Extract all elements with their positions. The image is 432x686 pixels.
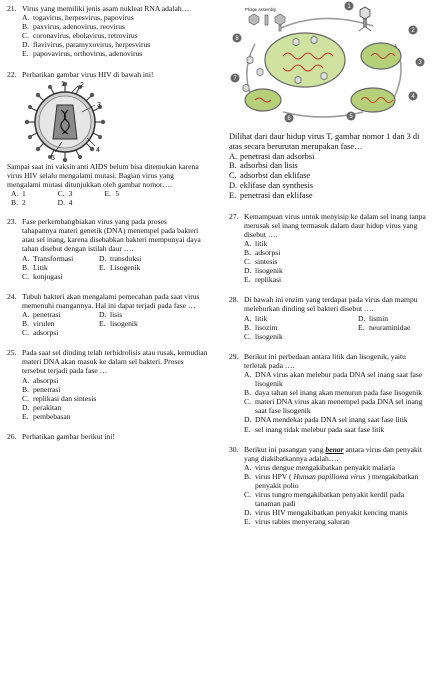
option-e[interactable]: E. penetrasi dan eklifase — [229, 190, 313, 200]
label-5: 5 — [51, 154, 55, 162]
question-number: 22. — [7, 69, 17, 79]
option-d[interactable]: D. lisogenik — [244, 266, 283, 276]
phage-cycle-diagram — [223, 0, 428, 124]
option-b[interactable]: B. penetrasi — [22, 384, 61, 394]
option-e[interactable]: E. lisogenik — [99, 319, 138, 329]
option-b[interactable]: B. adsorbsi dan lisis — [229, 161, 298, 171]
label-3: 3 — [418, 60, 422, 67]
question-text: Perhatikan gambar berikut ini! — [22, 432, 115, 441]
question-text: Tubuh bakteri akan mengalami pemecahan pada saat virus memenuhi ruangannya. Hal ini dapat terjadi pada fase … — [22, 291, 200, 310]
question-21 — [7, 4, 217, 59]
label-4: 4 — [411, 94, 415, 101]
label-1: 1 — [347, 4, 351, 11]
option-b[interactable]: B. 2 — [11, 198, 26, 208]
label-3: 3 — [97, 101, 101, 109]
label-2: 2 — [411, 28, 415, 35]
question-30 — [229, 445, 427, 527]
option-b[interactable]: B. Litik — [22, 262, 48, 272]
option-c[interactable]: C. replikasi dan sintesis — [22, 393, 97, 403]
option-c[interactable]: C. konjugasi — [22, 271, 63, 281]
question-text: Berikut ini pasangan yang benar antara virus dan penyakit yang diakibatkannya adalah…. — [244, 444, 423, 463]
option-d[interactable]: D. flavivirus, paramyxovirus, herpesvirus — [22, 40, 151, 50]
option-d[interactable]: D. perakitan — [22, 402, 62, 412]
question-number: 28. — [229, 295, 239, 305]
question-number: 30. — [229, 444, 239, 454]
question-number: 29. — [229, 351, 239, 361]
emphasis-benar: benar — [325, 444, 344, 454]
option-c[interactable]: C. adsorbsi dan eklifase — [229, 171, 311, 181]
option-c[interactable]: C. 3 — [57, 188, 73, 198]
question-29 — [229, 352, 427, 434]
option-b[interactable]: B. virus HPV ( Human papilloma virus ) mengakibatkan penyakit polio — [244, 471, 419, 491]
option-a[interactable]: A. Transformasi — [22, 253, 74, 263]
option-b[interactable]: B. virulen — [22, 319, 55, 329]
left-column — [7, 4, 217, 441]
question-number: 26. — [7, 432, 17, 441]
question-27 — [229, 212, 427, 285]
option-a[interactable]: A. litik — [244, 238, 268, 248]
option-e[interactable]: E. sel inang tidak melebur pada saat fase litik — [244, 424, 385, 434]
question-24 — [7, 292, 217, 337]
question-number: 25. — [7, 348, 17, 358]
question-body: Sampai saat ini vaksin anti AIDS belum bisa ditemukan karena virus HIV selalu mengalami mutasi. Bagian virus yang mengalami mutasi ditunjukkan oleh gambar nomor…. — [7, 161, 199, 189]
question-28 — [229, 295, 427, 340]
label-8: 8 — [235, 36, 239, 43]
figure-title: Phage assembly — [245, 7, 276, 12]
option-e[interactable]: E. papovavirus, orthovirus, adenovirus — [22, 49, 143, 59]
option-a[interactable]: A. virus dengue mengakibatkan penyakit malaria — [244, 462, 396, 472]
label-2: 2 — [80, 81, 84, 89]
option-c[interactable]: C. adsorpsi — [22, 328, 59, 338]
question-body: Dilihat dari daur hidup virus T, gambar nomor 1 dan 3 di atas secara berurutan merupakan fase… — [229, 132, 420, 151]
question-text: Perhatikan gambar virus HIV di bawah ini! — [22, 69, 154, 79]
question-text: Virus yang memiliki jenis asam nukleat RNA adalah… — [22, 4, 190, 13]
label-7: 7 — [233, 76, 237, 83]
option-d[interactable]: D. lisis — [99, 309, 123, 319]
option-a[interactable]: A. 1 — [11, 188, 26, 198]
option-a[interactable]: A. togavirus, herpesvirus, papovirus — [22, 13, 134, 23]
option-d[interactable]: D. DNA mendekat pada DNA sel inang saat fase litik — [244, 415, 408, 425]
option-c[interactable]: C. sintesis — [244, 257, 278, 267]
label-5: 5 — [349, 114, 353, 121]
question-22 — [7, 70, 217, 208]
label-6: 6 — [287, 116, 291, 123]
option-d[interactable]: D. virus HIV mengakibatkan penyakit kencing manis — [244, 508, 408, 518]
label-4: 4 — [96, 146, 100, 154]
option-a[interactable]: A. DNA virus akan melebur pada DNA sel inang saat fase lisogenik — [244, 369, 423, 389]
question-number: 23. — [7, 217, 17, 227]
question-text: Pada saat sel dinding telah terhidrolisis atau rusak, kemudian materi DNA akan masuk ke dalam sel bakteri. Proses tersebut terjadi pada fase … — [22, 348, 208, 376]
hiv-virus-figure — [7, 80, 217, 162]
option-b[interactable]: B. paxvirus, adenovirus, reovirus — [22, 22, 125, 32]
option-a[interactable]: A. penetrasi dan adsorbsi — [229, 151, 315, 161]
option-c[interactable]: C. virus tungro mengakibatkan penyakit kerdil pada tanaman padi — [244, 490, 405, 509]
question-25 — [7, 348, 217, 421]
question-number: 24. — [7, 291, 17, 301]
option-a[interactable]: A. penetrasi — [22, 309, 61, 319]
option-e[interactable]: E. 5 — [104, 188, 120, 198]
option-c[interactable]: C. materi DNA virus akan menempel pada DNA sel inang saat fase lisogenik — [244, 397, 423, 416]
right-column — [229, 0, 427, 526]
question-23 — [7, 217, 217, 281]
label-1: 1 — [61, 80, 65, 88]
option-d[interactable]: D. lismin — [358, 313, 388, 323]
question-26-body — [229, 132, 427, 201]
question-text: Kemampuan virus untuk menyisip ke dalam sel inang tanpa merusak sel inang termasuk dalam daur hidup virus yang disebut …. — [244, 211, 426, 239]
question-text: Fase perkembangbiakan virus yang pada proses tahapannya materi genetik (DNA) menempel pada bakteri atau sel inang, karena disebabkan bakteri mempunyai daya tahan disebut dengan istilah daur …. — [22, 217, 201, 254]
hiv-virus-diagram — [7, 80, 217, 162]
option-c[interactable]: C. lisogenik — [244, 331, 283, 341]
option-d[interactable]: D. eklifase dan synthesis — [229, 180, 314, 190]
option-a[interactable]: A. absorpsi — [22, 375, 59, 385]
option-b[interactable]: B. lisozim — [244, 322, 278, 332]
option-d[interactable]: D. 4 — [57, 198, 73, 208]
question-26 — [7, 432, 217, 441]
option-b[interactable]: B. adsorpsi — [244, 247, 281, 257]
option-b[interactable]: B. daya tahan sel inang akan menurun pada fase lisogenik — [244, 388, 423, 398]
option-e[interactable]: E. neuraminidae — [358, 322, 411, 332]
option-e[interactable]: E. Lisogenik — [99, 262, 141, 272]
option-e[interactable]: E. virus rabies menyerang saluran — [244, 517, 350, 527]
question-text: Di bawah ini enzim yang terdapat pada virus dan mampu meleburkan dinding sel bakteri disebut …. — [244, 295, 418, 314]
option-e[interactable]: E. pembebasan — [22, 411, 71, 421]
question-text: Berikut ini perbedaan antara litik dan lisogenik, yaitu terletak pada …. — [244, 351, 406, 370]
phage-life-cycle-figure — [223, 0, 427, 124]
option-e[interactable]: E. replikasi — [244, 275, 282, 285]
option-d[interactable]: D. transduksi — [99, 253, 142, 263]
question-number: 27. — [229, 211, 239, 221]
question-number: 21. — [7, 4, 17, 13]
option-c[interactable]: C. coronavirus, ebolavirus, retrovirus — [22, 31, 138, 41]
option-a[interactable]: A. litik — [244, 313, 268, 323]
